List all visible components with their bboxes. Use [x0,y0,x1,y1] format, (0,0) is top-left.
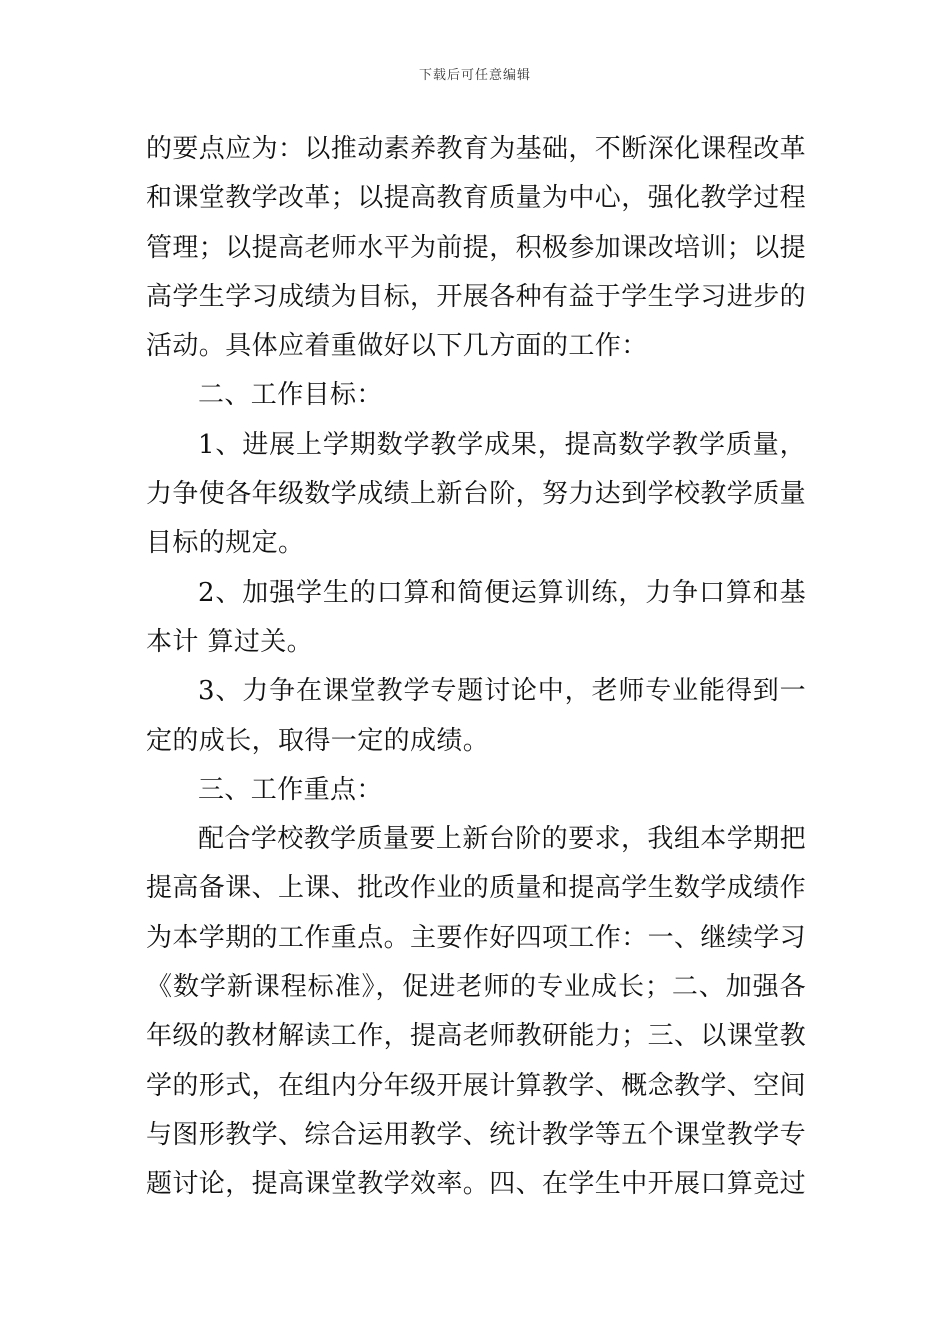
paragraph-focus-detail: 配合学校教学质量要上新台阶的要求，我组本学期把提高备课、上课、批改作业的质量和提高学生数学成绩作为本学期的工作重点。主要作好四项工作：一、继续学习《数学新课程标准》，促进老师的专业成长；二、加强各年级的教材解读工作，提高老师教研能力；三、以课堂教学的形式，在组内分年级开展计算教学、概念教学、空间与图形教学、综合运用教学、统计教学等五个课堂教学专题讨论，提高课堂教学效率。四、在学生中开展口算竞过 [146,824,807,1200]
heading-work-goals: 二、工作目标： [198,380,383,411]
page-header: 下载后可任意编辑 [418,68,531,83]
paragraph-goal-1: 1、进展上学期数学教学成果，提高数学教学质量，力争使各年级数学成绩上新台阶，努力达到学校教学质量目标的规定。 [146,429,807,559]
heading-work-focus: 三、工作重点： [198,774,383,805]
paragraph-intro: 的要点应为：以推动素养教育为基础，不断深化课程改革和课堂教学改革；以提高教育质量为中心，强化教学过程管理；以提高老师水平为前提，积极参加课改培训；以提高学生学习成绩为目标，开展各种有益于学生学习进步的活动。具体应着重做好以下几方面的工作： [146,134,807,362]
document-body [146,125,806,1210]
paragraph-goal-3: 3、力争在课堂教学专题讨论中，老师专业能得到一定的成长，取得一定的成绩。 [146,676,806,756]
paragraph-goal-2: 2、加强学生的口算和简便运算训练，力争口算和基本计 算过关。 [146,577,806,657]
